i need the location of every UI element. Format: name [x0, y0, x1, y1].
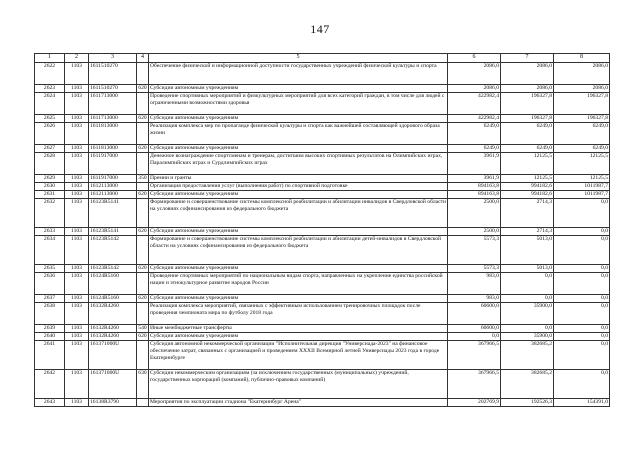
target-article-cell: 16123R5141	[89, 199, 137, 228]
expense-type-cell	[137, 183, 149, 191]
amount-year3-cell: 6249,0	[554, 145, 610, 153]
amount-year3-cell: 6249,0	[554, 123, 610, 145]
target-article-cell: 161371000U	[89, 341, 137, 370]
item-name-cell: Субсидии автономным учреждениям	[149, 191, 448, 199]
row-number-cell: 2640	[35, 333, 65, 341]
section-code-cell: 1103	[65, 145, 89, 153]
item-name-cell: Обеспечение физической и информационной доступности государственных учреждений физической культуры и спорта	[149, 63, 448, 85]
amount-year3-cell: 1011987,7	[554, 191, 610, 199]
expense-type-cell	[137, 236, 149, 265]
amount-year3-cell: 0,0	[554, 199, 610, 228]
expense-type-cell	[137, 93, 149, 115]
item-name-cell: Субсидии автономным учреждениям	[149, 265, 448, 273]
amount-year2-cell: 0,0	[501, 325, 554, 333]
section-code-cell: 1103	[65, 63, 89, 85]
table-row	[35, 341, 610, 370]
table-row	[35, 191, 610, 199]
amount-year2-cell: 196327,8	[501, 93, 554, 115]
amount-year3-cell: 0,0	[554, 265, 610, 273]
amount-year1-cell: 60600,0	[448, 325, 501, 333]
amount-year3-cell: 12125,5	[554, 175, 610, 183]
row-number-cell: 2634	[35, 236, 65, 265]
table-row	[35, 236, 610, 265]
section-code-cell: 1103	[65, 370, 89, 399]
amount-year3-cell: 12125,5	[554, 153, 610, 175]
table-row	[35, 199, 610, 228]
row-number-cell: 2642	[35, 370, 65, 399]
item-name-cell: Организация предоставления услуг (выполнения работ) по спортивной подготовке	[149, 183, 448, 191]
section-code-cell: 1103	[65, 123, 89, 145]
section-code-cell: 1103	[65, 236, 89, 265]
amount-year3-cell: 0,0	[554, 303, 610, 325]
column-header: 8	[554, 54, 610, 63]
section-code-cell: 1103	[65, 175, 89, 183]
expense-type-cell: 620	[138, 295, 147, 301]
amount-year1-cell: 367966,5	[448, 370, 501, 399]
row-number-cell: 2641	[35, 341, 65, 370]
target-article-cell: 1611510270	[89, 63, 137, 85]
amount-year3-cell: 154391,0	[554, 399, 610, 407]
amount-year2-cell: 2086,0	[501, 85, 554, 93]
item-name-cell: Реализация комплекса мероприятий, связанных с эффективным использованием тренировочных площадок после проведения чемпионата мира по футболу 2018 года	[149, 303, 448, 325]
expense-type-cell: 620	[138, 228, 147, 234]
table-row	[35, 273, 610, 295]
expense-type-cell: 620	[138, 115, 147, 121]
expense-type-cell	[137, 153, 149, 175]
target-article-cell: 16132R4260	[89, 333, 137, 341]
row-number-cell: 2635	[35, 265, 65, 273]
amount-year3-cell: 196327,8	[554, 93, 610, 115]
amount-year3-cell: 0,0	[554, 370, 610, 399]
amount-year3-cell: 0,0	[554, 236, 610, 265]
target-article-cell: 16124R5160	[89, 295, 137, 303]
amount-year1-cell: 6249,0	[448, 145, 501, 153]
item-name-cell: Реализация комплекса мер по пропаганде физической культуры и спорта как важнейшей составляющей здорового образа жизни	[149, 123, 448, 145]
table-row	[35, 325, 610, 333]
amount-year1-cell: 422982,4	[448, 115, 501, 123]
expense-type-cell	[137, 341, 149, 370]
amount-year1-cell: 60600,0	[448, 303, 501, 325]
item-name-cell: Премии и гранты	[149, 175, 448, 183]
item-name-cell: Денежное вознаграждение спортсменам и тренерам, достигшим высоких спортивных результатов на Олимпийских играх, Паралимпийских играх и Сурдлимпийских играх	[149, 153, 448, 175]
target-article-cell: 16124R5160	[89, 273, 137, 295]
amount-year1-cell: 2500,0	[448, 199, 501, 228]
row-number-cell: 2627	[35, 145, 65, 153]
table-row	[35, 123, 610, 145]
amount-year1-cell: 0,0	[448, 333, 501, 341]
target-article-cell: 16132R4260	[89, 303, 137, 325]
amount-year3-cell: 0,0	[554, 325, 610, 333]
amount-year3-cell: 0,0	[554, 295, 610, 303]
section-code-cell: 1103	[65, 399, 89, 407]
target-article-cell: 1611917000	[89, 153, 137, 175]
amount-year2-cell: 12125,5	[501, 153, 554, 175]
target-article-cell: 16132R4260	[89, 325, 137, 333]
section-code-cell: 1103	[65, 325, 89, 333]
target-article-cell: 1611713000	[89, 93, 137, 115]
row-number-cell: 2624	[35, 93, 65, 115]
row-number-cell: 2636	[35, 273, 65, 295]
item-name-cell: Субсидия автономной некоммерческой организации "Исполнительная дирекция "Универсиада-2023" на финансовое обеспечение затрат, связанных с организацией и проведением XXXII Всемирной летней Универсиады 2023 года в городе Екатеринбурге	[149, 341, 448, 370]
amount-year2-cell: 35900,0	[501, 303, 554, 325]
amount-year2-cell: 2714,3	[501, 228, 554, 236]
section-code-cell: 1103	[65, 273, 89, 295]
row-number-cell: 2628	[35, 153, 65, 175]
amount-year2-cell: 2086,0	[501, 63, 554, 85]
amount-year1-cell: 202769,9	[448, 399, 501, 407]
row-number-cell: 2625	[35, 115, 65, 123]
amount-year1-cell: 3961,9	[448, 153, 501, 175]
amount-year3-cell: 0,0	[554, 333, 610, 341]
table-header-row	[35, 54, 610, 63]
target-article-cell: 1612113000	[89, 183, 137, 191]
table-row	[35, 85, 610, 93]
column-header: 2	[65, 54, 89, 63]
amount-year2-cell: 994182,6	[501, 191, 554, 199]
expense-type-cell	[137, 303, 149, 325]
section-code-cell: 1103	[65, 199, 89, 228]
item-name-cell: Формирование и совершенствование системы комплексной реабилитации и абилитации инвалидов в Свердловской области на условиях софинансирования из федерального бюджета	[149, 199, 448, 228]
section-code-cell: 1103	[65, 153, 89, 175]
table-row	[35, 63, 610, 85]
target-article-cell: 1611510270	[89, 85, 137, 93]
section-code-cell: 1103	[65, 115, 89, 123]
section-code-cell: 1103	[65, 85, 89, 93]
item-name-cell: Субсидии автономным учреждениям	[149, 295, 448, 303]
amount-year3-cell: 0,0	[554, 273, 610, 295]
expense-type-cell: 620	[138, 265, 147, 271]
table-row	[35, 295, 610, 303]
amount-year2-cell: 5013,0	[501, 236, 554, 265]
column-header: 5	[149, 54, 448, 63]
amount-year1-cell: 3961,9	[448, 175, 501, 183]
item-name-cell: Мероприятия по эксплуатации стадиона "Екатеринбург Арена"	[149, 399, 448, 407]
section-code-cell: 1103	[65, 341, 89, 370]
target-article-cell: 16123R5141	[89, 228, 137, 236]
column-header: 7	[501, 54, 554, 63]
amount-year1-cell: 894163,8	[448, 191, 501, 199]
table-row	[35, 115, 610, 123]
amount-year1-cell: 6249,0	[448, 123, 501, 145]
budget-table	[34, 53, 610, 407]
target-article-cell: 1611813000	[89, 123, 137, 145]
expense-type-cell: 620	[138, 145, 147, 151]
amount-year1-cell: 2500,0	[448, 228, 501, 236]
section-code-cell: 1103	[65, 93, 89, 115]
row-number-cell: 2637	[35, 295, 65, 303]
section-code-cell: 1103	[65, 191, 89, 199]
row-number-cell: 2633	[35, 228, 65, 236]
expense-type-cell	[137, 399, 149, 407]
table-row	[35, 175, 610, 183]
expense-type-cell: 620	[138, 191, 147, 197]
expense-type-cell: 540	[138, 325, 147, 331]
row-number-cell: 2622	[35, 63, 65, 85]
amount-year3-cell: 2086,0	[554, 85, 610, 93]
item-name-cell: Проведение спортивных мероприятий по национальным видам спорта, направленных на укрепление единства российской нации и этнокультурное развитие народов России	[149, 273, 448, 295]
amount-year2-cell: 0,0	[501, 295, 554, 303]
amount-year2-cell: 35900,0	[501, 333, 554, 341]
amount-year3-cell: 2086,0	[554, 63, 610, 85]
amount-year1-cell: 5573,3	[448, 236, 501, 265]
row-number-cell: 2629	[35, 175, 65, 183]
expense-type-cell	[137, 63, 149, 85]
item-name-cell: Проведение спортивных мероприятий и физкультурных мероприятий для всех категорий граждан, в том числе для людей с ограниченными возможностями здоровья	[149, 93, 448, 115]
item-name-cell: Иные межбюджетные трансферты	[149, 325, 448, 333]
amount-year1-cell: 2086,0	[448, 63, 501, 85]
expense-type-cell	[137, 123, 149, 145]
amount-year2-cell: 0,0	[501, 273, 554, 295]
section-code-cell: 1103	[65, 333, 89, 341]
amount-year2-cell: 2714,3	[501, 199, 554, 228]
amount-year1-cell: 5573,3	[448, 265, 501, 273]
expense-type-cell: 630	[137, 370, 149, 399]
amount-year1-cell: 983,0	[448, 273, 501, 295]
expense-type-cell	[137, 199, 149, 228]
expense-type-cell	[137, 273, 149, 295]
section-code-cell: 1103	[65, 183, 89, 191]
expense-type-cell: 620	[138, 85, 147, 91]
column-header: 1	[35, 54, 65, 63]
amount-year2-cell: 12125,5	[501, 175, 554, 183]
table-row	[35, 145, 610, 153]
item-name-cell: Субсидии некоммерческим организациям (за исключением государственных (муниципальных) учреждений, государственных корпораций (компаний), публично-правовых компаний)	[149, 370, 448, 399]
target-article-cell: 1612113000	[89, 191, 137, 199]
table-row	[35, 93, 610, 115]
expense-type-cell: 620	[138, 333, 147, 339]
column-header: 4	[137, 54, 149, 63]
table-row	[35, 303, 610, 325]
target-article-cell: 1611917000	[89, 175, 137, 183]
row-number-cell: 2632	[35, 199, 65, 228]
amount-year2-cell: 6249,0	[501, 145, 554, 153]
row-number-cell: 2631	[35, 191, 65, 199]
table-row	[35, 183, 610, 191]
amount-year1-cell: 422982,4	[448, 93, 501, 115]
amount-year2-cell: 994182,6	[501, 183, 554, 191]
item-name-cell: Субсидии автономным учреждениям	[149, 228, 448, 236]
column-header: 6	[448, 54, 501, 63]
row-number-cell: 2639	[35, 325, 65, 333]
item-name-cell: Субсидии автономным учреждениям	[149, 85, 448, 93]
amount-year1-cell: 894163,8	[448, 183, 501, 191]
table-row	[35, 333, 610, 341]
row-number-cell: 2623	[35, 85, 65, 93]
page-number: 147	[310, 22, 330, 36]
table-row	[35, 370, 610, 399]
amount-year1-cell: 2086,0	[448, 85, 501, 93]
section-code-cell: 1103	[65, 295, 89, 303]
section-code-cell: 1103	[65, 265, 89, 273]
amount-year2-cell: 382685,2	[501, 341, 554, 370]
amount-year2-cell: 196327,8	[501, 115, 554, 123]
row-number-cell: 2638	[35, 303, 65, 325]
expense-type-cell: 350	[138, 175, 147, 181]
target-article-cell: 1611713000	[89, 115, 137, 123]
table-row	[35, 153, 610, 175]
column-header: 3	[89, 54, 137, 63]
amount-year3-cell: 196327,8	[554, 115, 610, 123]
section-code-cell: 1103	[65, 228, 89, 236]
target-article-cell: 161371000U	[89, 370, 137, 399]
table-row	[35, 228, 610, 236]
row-number-cell: 2630	[35, 183, 65, 191]
amount-year2-cell: 192526,3	[501, 399, 554, 407]
target-article-cell: 16138R3790	[89, 399, 137, 407]
row-number-cell: 2643	[35, 399, 65, 407]
amount-year3-cell: 0,0	[554, 341, 610, 370]
item-name-cell: Формирование и совершенствование системы комплексной реабилитации и абилитации детей-инвалидов в Свердловской области на условиях софинансирования из федерального бюджета	[149, 236, 448, 265]
target-article-cell: 16123R5142	[89, 236, 137, 265]
target-article-cell: 1611813000	[89, 145, 137, 153]
amount-year3-cell: 1011987,7	[554, 183, 610, 191]
amount-year2-cell: 5013,0	[501, 265, 554, 273]
table-row	[35, 265, 610, 273]
amount-year2-cell: 382685,2	[501, 370, 554, 399]
amount-year1-cell: 367966,5	[448, 341, 501, 370]
amount-year2-cell: 6249,0	[501, 123, 554, 145]
item-name-cell: Субсидии автономным учреждениям	[149, 333, 448, 341]
amount-year3-cell: 0,0	[554, 228, 610, 236]
row-number-cell: 2626	[35, 123, 65, 145]
item-name-cell: Субсидии автономным учреждениям	[149, 115, 448, 123]
item-name-cell: Субсидии автономным учреждениям	[149, 145, 448, 153]
amount-year1-cell: 983,0	[448, 295, 501, 303]
section-code-cell: 1103	[65, 303, 89, 325]
table-row	[35, 399, 610, 407]
target-article-cell: 16123R5142	[89, 265, 137, 273]
